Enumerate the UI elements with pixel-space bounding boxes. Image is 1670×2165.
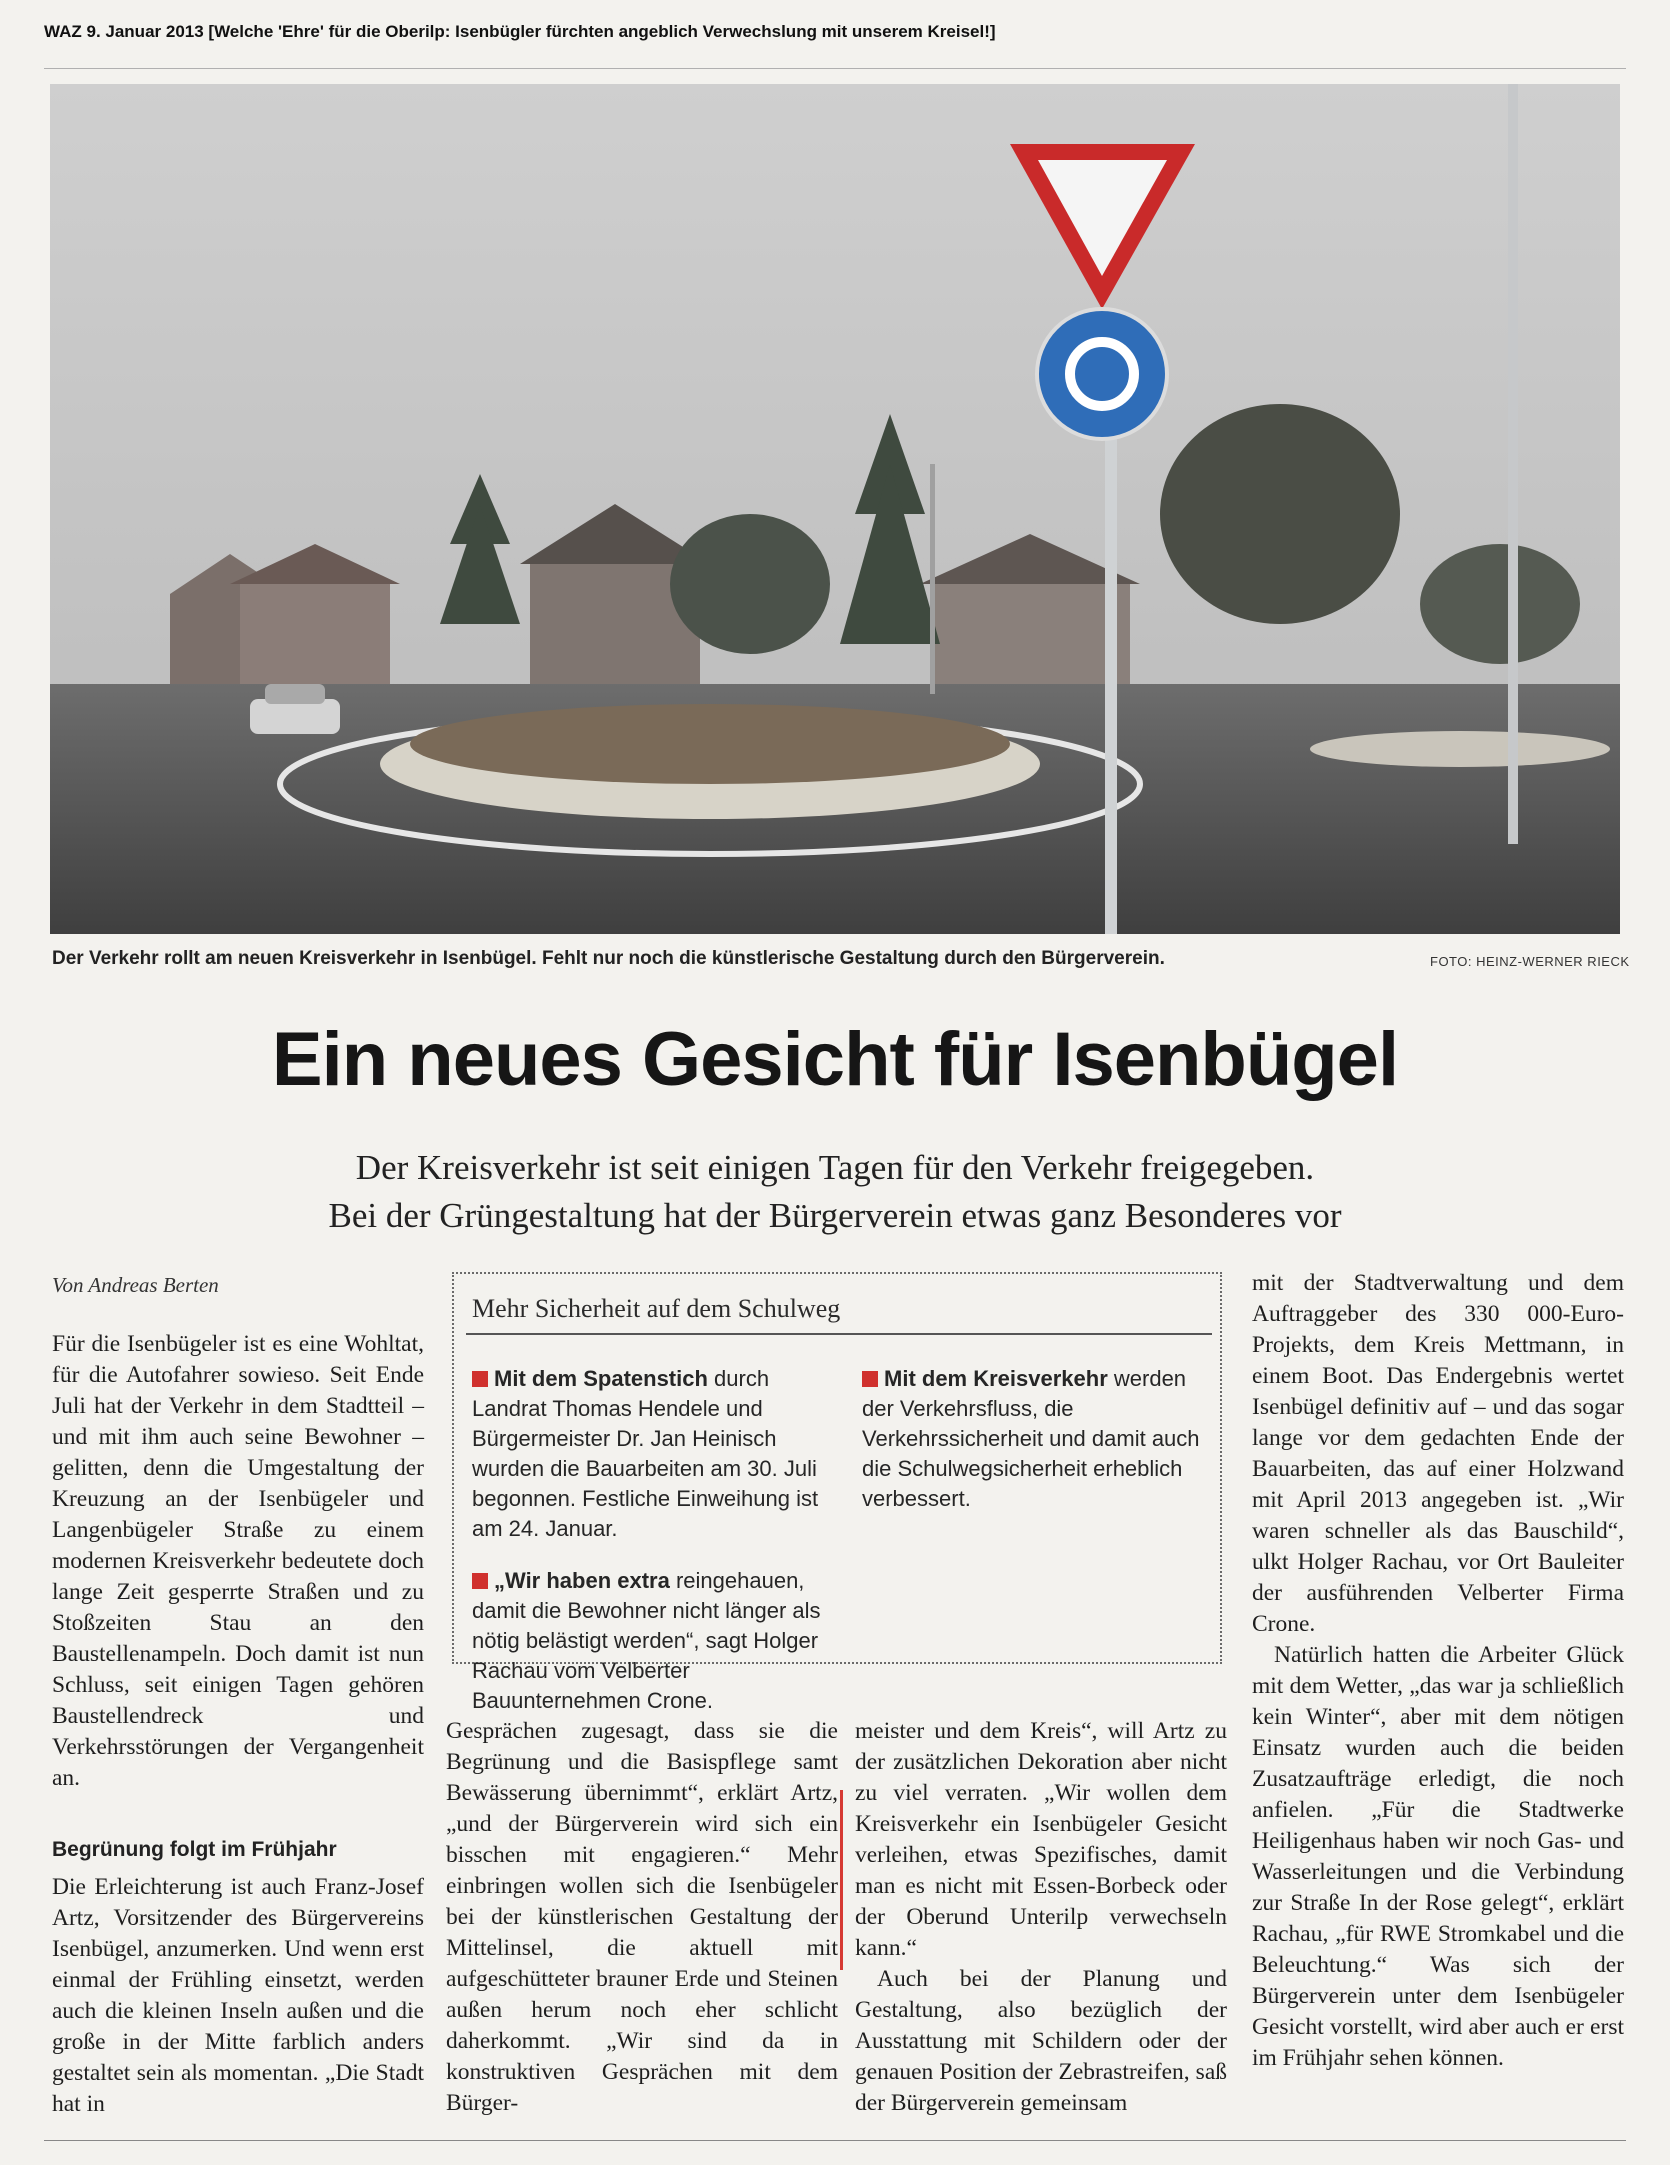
paragraph: meister und dem Kreis“, will Artz zu der zusätzlichen Dekoration aber nicht zu viel verraten. „Wir wollen dem Kreisverkehr ein Isenbügeler Gesicht verleihen, etwas Spezifisches, damit man es nicht mit Essen-Borbeck oder der Oberund Unterilp verwechseln kann.“ — [855, 1718, 1227, 1961]
paragraph: Auch bei der Planung und Gestaltung, also bezüglich der Ausstattung mit Schildern oder der genauen Position der Zebrastreifen, saß der Bürgerverein gemeinsam — [855, 1966, 1227, 2116]
column-3 — [855, 1716, 1227, 2119]
paragraph: Natürlich hatten die Arbeiter Glück mit dem Wetter, „das war ja schließlich kein Winter“, aber mit dem nötigen Einsatz wurden auch die beiden Zusatzaufträge erledigt, die noch anfielen. „Für die Stadtwerke Heiligenhaus haben wir noch Gas- und Wasserleitungen und die Verbindung zur Straße In der Rose gelegt“, erklärt Rachau, „für RWE Stromkabel und die Beleuchtung.“ Was sich der Bürgerverein unter dem Isenbügeler Gesicht vorstellt, wird aber auch er erst im Frühjahr sehen können. — [1252, 1642, 1624, 2071]
infobox-item: Mit dem Kreisverkehr werden der Verkehrsfluss, die Verkehrssicherheit und damit auch die Schulwegsicherheit erheblich verbessert. — [862, 1366, 1200, 1511]
red-square-icon — [472, 1573, 488, 1589]
infobox-item: „Wir haben extra reingehauen, damit die Bewohner nicht länger als nötig belästigt werden“, sagt Holger Rachau vom Velberter Bauunternehmen Crone. — [472, 1568, 821, 1713]
section-subhead: Begrünung folgt im Frühjahr — [52, 1838, 337, 1861]
top-rule — [44, 68, 1626, 69]
paragraph: Für die Isenbügeler ist es eine Wohltat, für die Autofahrer sowieso. Seit Ende Juli hat der Verkehr in dem Stadtteil – und mit ihm auch seine Bewohner – gelitten, denn die Umgestaltung der Kreuzung an der Isenbügeler und Langenbügeler Straße zu einem modernen Kreisverkehr bedeutete doch lange Zeit gesperrte Straßen und zu Stoßzeiten Stau an den Baustellenampeln. Doch damit ist nun Schluss, seit einigen Tagen gehören Baustellendreck und Verkehrsstörungen der Vergangenheit an. — [52, 1331, 424, 1791]
subheadline-1: Der Kreisverkehr ist seit einigen Tagen für den Verkehr freigegeben. — [355, 1148, 1315, 1187]
roundabout-photo — [50, 84, 1620, 934]
infobox-column-2 — [862, 1364, 1202, 1536]
photo-caption: Der Verkehr rollt am neuen Kreisverkehr in Isenbügel. Fehlt nur noch die künstlerische Gestaltung durch den Bürgerverein. — [52, 948, 1165, 969]
column-2 — [446, 1716, 838, 2119]
source-note: WAZ 9. Januar 2013 [Welche 'Ehre' für die Oberilp: Isenbügler fürchten angeblich Verwechslung mit unserem Kreisel!] — [44, 22, 996, 41]
roundabout-sign-icon — [1037, 309, 1167, 439]
column-1-continued — [52, 1872, 424, 2120]
column-4 — [1252, 1268, 1624, 2074]
infobox-title: Mehr Sicherheit auf dem Schulweg — [472, 1294, 841, 1323]
infobox-item: Mit dem Spatenstich durch Landrat Thomas Hendele und Bürgermeister Dr. Jan Heinisch wurden die Bauarbeiten am 30. Juli begonnen. Festliche Einweihung ist am 24. Januar. — [472, 1366, 819, 1541]
column-1 — [52, 1329, 424, 1794]
headline: Ein neues Gesicht für Isenbügel — [271, 1017, 1399, 1102]
bottom-rule — [44, 2140, 1626, 2141]
paragraph: Die Erleichterung ist auch Franz-Josef Artz, Vorsitzender des Bürgervereins Isenbügel, anzumerken. Und wenn erst einmal der Frühling einsetzt, werden auch die kleinen Inseln außen und die große in der Mitte farblich anders gestaltet sein als momentan. „Die Stadt hat in — [52, 1874, 424, 2117]
paragraph: mit der Stadtverwaltung und dem Auftraggeber des 330 000-Euro-Projekts, dem Kreis Mettmann, in einem Boot. Das Endergebnis wertet Isenbügel definitiv auf – und das sogar lange vor dem gedachten Ende der Bauarbeiten, das auf einer Holzwand mit April 2013 angegeben ist. „Wir waren schneller als das Bauschild“, ulkt Holger Rachau, vor Ort Bauleiter der ausführenden Velberter Firma Crone. — [1252, 1270, 1624, 1637]
byline: Von Andreas Berten — [52, 1273, 219, 1297]
infobox-rule — [466, 1333, 1212, 1335]
red-square-icon — [472, 1371, 488, 1387]
subheadline-2: Bei der Grüngestaltung hat der Bürgerverein etwas ganz Besonderes vor — [328, 1196, 1342, 1235]
photo-credit: FOTO: HEINZ-WERNER RIECK — [1430, 954, 1630, 969]
red-square-icon — [862, 1371, 878, 1387]
infobox-column-1 — [472, 1364, 832, 1738]
paragraph: Gesprächen zugesagt, dass sie die Begrünung und die Basispflege samt Bewässerung übernimmt“, erklärt Artz, „und der Bürgerverein wird sich ein bisschen mit engagieren.“ Mehr einbringen wollen sich die Isenbügeler bei der künstlerischen Gestaltung der Mittelinsel, die aktuell mit aufgeschütteter brauner Erde und Steinen außen herum noch eher schlicht daherkommt. „Wir sind da in konstruktiven Gesprächen mit dem Bürger- — [446, 1718, 838, 2116]
red-margin-mark — [840, 1790, 843, 1970]
